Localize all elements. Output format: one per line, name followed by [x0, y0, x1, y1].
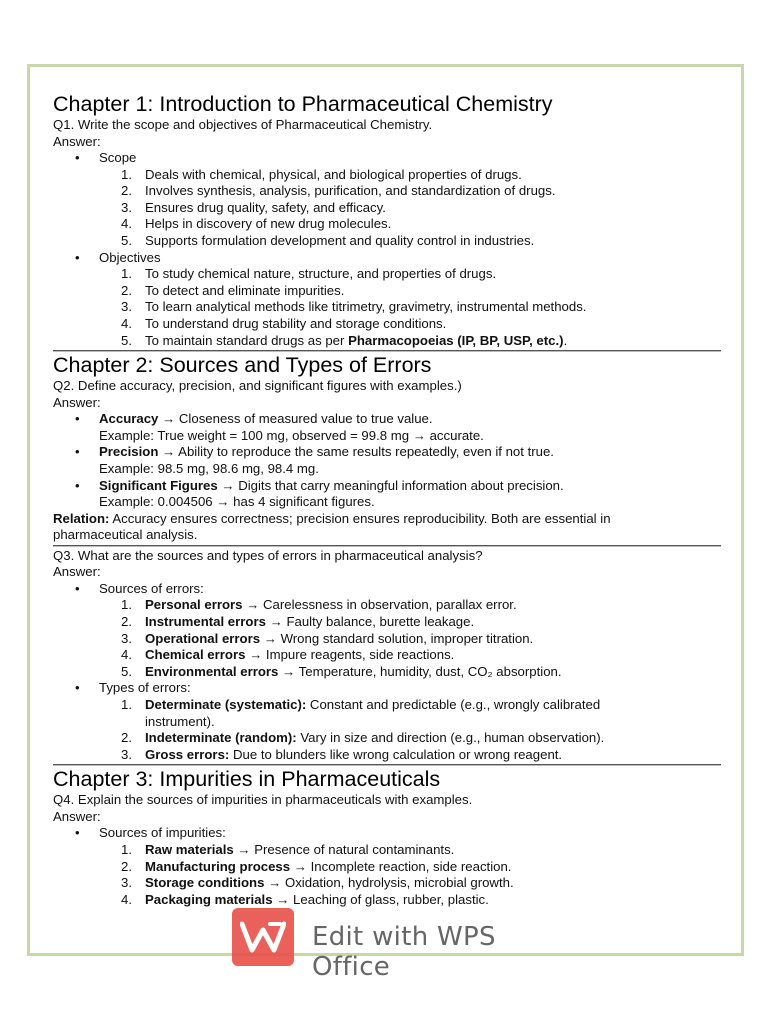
sources-heading: • Sources of errors: — [53, 581, 723, 598]
list-item: 5. Environmental errors → Temperature, humidity, dust, CO₂ absorption. — [121, 663, 562, 679]
precision-item: • Precision → Ability to reproduce the same results repeatedly, even if not true. — [53, 444, 723, 461]
list-item: 3. Gross errors: Due to blunders like wrong calculation or wrong reagent. — [121, 746, 563, 762]
answer-label: Answer: — [53, 564, 101, 580]
question-1: Q1. Write the scope and objectives of Pharmaceutical Chemistry. — [53, 117, 433, 132]
relation-text: Relation: Accuracy ensures correctness; precision ensures reproducibility. Both are essential in — [53, 510, 611, 526]
scope-heading: • Scope — [53, 150, 723, 167]
list-item: 4. Packaging materials → Leaching of glass, rubber, plastic. — [121, 891, 489, 907]
list-item: 2. Involves synthesis, analysis, purification, and standardization of drugs. — [121, 183, 556, 199]
list-item: 3. Storage conditions → Oxidation, hydrolysis, microbial growth. — [121, 875, 514, 891]
question-3: Q3. What are the sources and types of errors in pharmaceutical analysis? — [53, 547, 483, 563]
precision-example: Example: 98.5 mg, 98.6 mg, 98.4 mg. — [99, 460, 319, 476]
list-item: 1. Determinate (systematic): Constant and predictable (e.g., wrongly calibrated — [121, 697, 601, 713]
list-item: 2. Indeterminate (random): Vary in size and direction (e.g., human observation). — [121, 730, 605, 746]
chapter-1-title: Chapter 1: Introduction to Pharmaceutical Chemistry — [53, 92, 553, 116]
list-item: 3. Ensures drug quality, safety, and efficacy. — [121, 199, 386, 215]
document-body — [53, 92, 723, 908]
list-item: 1. To study chemical nature, structure, and properties of drugs. — [121, 266, 497, 282]
list-item: 5. Supports formulation development and quality control in industries. — [121, 232, 535, 248]
list-item: 2. To detect and eliminate impurities. — [121, 282, 345, 298]
answer-label: Answer: — [53, 394, 101, 410]
list-item: 5. To maintain standard drugs as per Pharmacopoeias (IP, BP, USP, etc.). — [121, 332, 568, 348]
wps-watermark-text: Edit with WPS Office — [312, 922, 496, 982]
list-item: 4. Helps in discovery of new drug molecules. — [121, 216, 392, 232]
list-item: 3. Operational errors → Wrong standard solution, improper titration. — [121, 630, 534, 646]
wps-watermark[interactable] — [232, 908, 572, 982]
list-item: 1. Raw materials → Presence of natural contaminants. — [121, 842, 455, 857]
significant-figures-example: Example: 0.004506 → has 4 significant figures. — [99, 494, 375, 510]
list-item: 3. To learn analytical methods like titrimetry, gravimetry, instrumental methods. — [121, 299, 587, 315]
relation-text-cont: pharmaceutical analysis. — [53, 527, 198, 543]
wps-logo-icon — [232, 908, 294, 966]
list-item: 4. To understand drug stability and storage conditions. — [121, 315, 447, 331]
answer-label: Answer: — [53, 133, 101, 149]
section-divider — [53, 764, 721, 766]
chapter-2-title: Chapter 2: Sources and Types of Errors — [53, 353, 432, 378]
list-item: 1. Deals with chemical, physical, and biological properties of drugs. — [121, 166, 522, 182]
significant-figures-item: • Significant Figures → Digits that carry meaningful information about precision. — [53, 478, 723, 495]
chapter-3-title: Chapter 3: Impurities in Pharmaceuticals — [53, 767, 441, 792]
list-item: 1. Personal errors → Carelessness in observation, parallax error. — [121, 597, 517, 613]
list-item-cont: instrument). — [145, 713, 215, 729]
question-2: Q2. Define accuracy, precision, and significant figures with examples.) — [53, 378, 462, 394]
accuracy-example: Example: True weight = 100 mg, observed = 99.8 mg → accurate. — [99, 427, 484, 443]
objectives-heading: • Objectives — [53, 250, 723, 267]
accuracy-item: • Accuracy → Closeness of measured value to true value. — [53, 411, 723, 428]
section-divider — [53, 545, 721, 547]
list-item: 2. Instrumental errors → Faulty balance, burette leakage. — [121, 614, 475, 630]
list-item: 2. Manufacturing process → Incomplete reaction, side reaction. — [121, 858, 512, 874]
list-item: 4. Chemical errors → Impure reagents, side reactions. — [121, 647, 455, 663]
section-divider — [53, 350, 721, 352]
question-4: Q4. Explain the sources of impurities in pharmaceuticals with examples. — [53, 792, 473, 808]
types-heading: • Types of errors: — [53, 680, 723, 697]
impurity-sources-heading: • Sources of impurities: — [53, 825, 723, 842]
answer-label: Answer: — [53, 808, 101, 824]
